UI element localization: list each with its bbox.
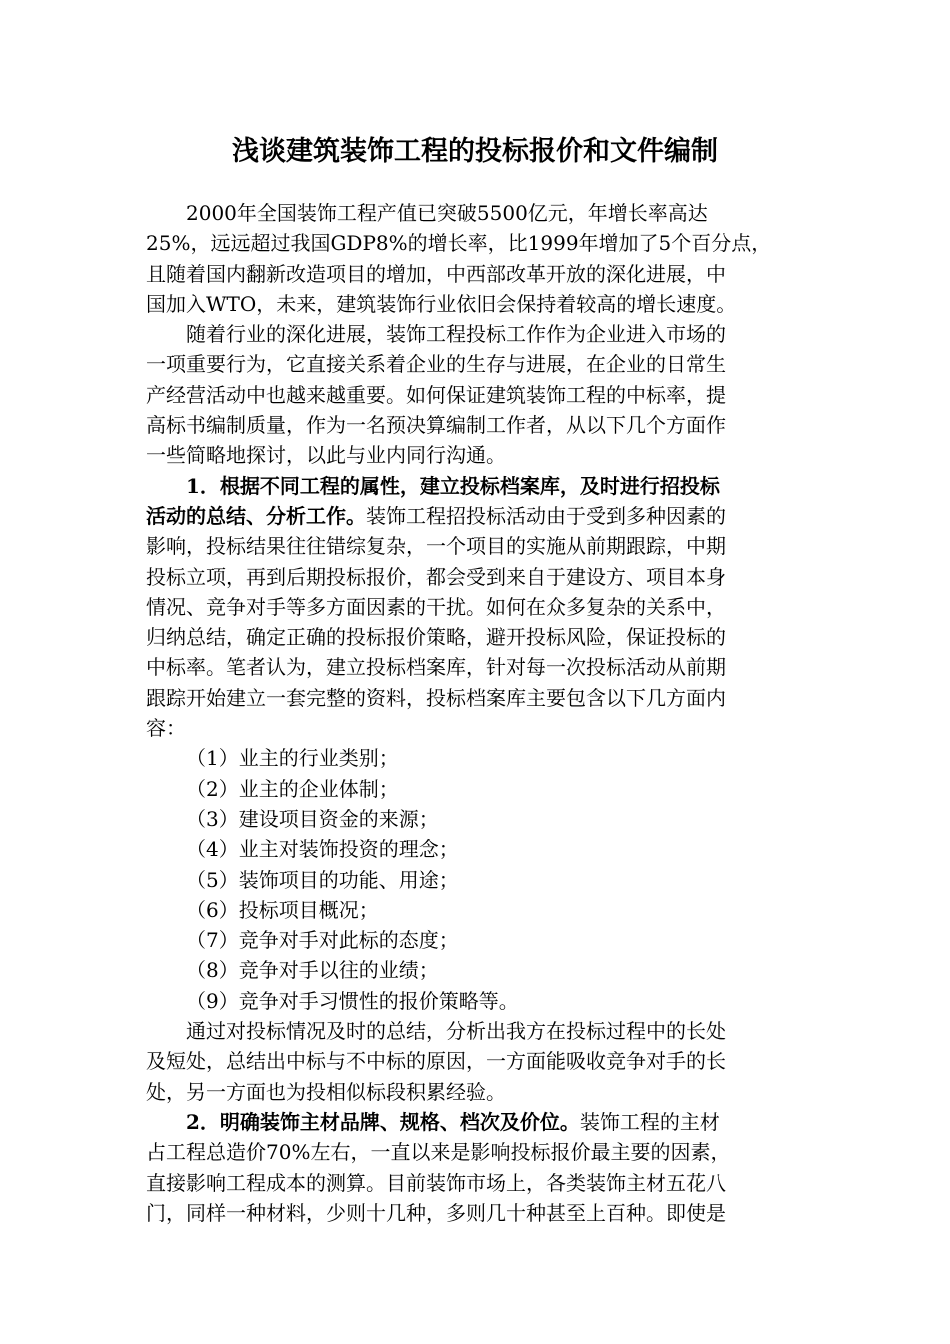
section-2-heading: 2．明确装饰主材品牌、规格、档次及价位。 bbox=[186, 1109, 580, 1134]
section-1-heading: 1．根据不同工程的属性，建立投标档案库，及时进行招投标 bbox=[186, 473, 720, 498]
text-line: 通过对投标情况及时的总结，分析出我方在投标过程中的长处 bbox=[186, 1019, 726, 1044]
text-line: 影响，投标结果往往错综复杂，一个项目的实施从前期跟踪，中期 bbox=[146, 534, 726, 559]
text-line: 产经营活动中也越来越重要。如何保证建筑装饰工程的中标率，提 bbox=[146, 382, 726, 407]
list-item: （3）建设项目资金的来源； bbox=[186, 806, 439, 831]
document-body bbox=[146, 198, 820, 1228]
text-line: 跟踪开始建立一套完整的资料，投标档案库主要包含以下几方面内 bbox=[146, 685, 726, 710]
text-line bbox=[146, 501, 820, 531]
text-line: 国加入WTO，未来，建筑装饰行业依旧会保持着较高的增长速度。 bbox=[146, 291, 737, 316]
text-line: 占工程总造价70%左右，一直以来是影响投标报价最主要的因素， bbox=[146, 1140, 731, 1165]
text-line: 处，另一方面也为投相似标段积累经验。 bbox=[146, 1079, 506, 1104]
text-line: 25%，远远超过我国GDP8%的增长率，比1999年增加了5个百分点， bbox=[146, 231, 772, 256]
section-2 bbox=[146, 1107, 820, 1228]
text-line: 容： bbox=[146, 716, 186, 741]
section-2-text: 装饰工程的主材 bbox=[579, 1109, 720, 1134]
text-line: 及短处，总结出中标与不中标的原因，一方面能吸收竞争对手的长 bbox=[146, 1049, 726, 1074]
text-line: 投标立项，再到后期投标报价，都会受到来自于建设方、项目本身 bbox=[146, 564, 726, 589]
document-title: 浅谈建筑装饰工程的投标报价和文件编制 bbox=[232, 136, 718, 167]
text-line: 一些简略地探讨，以此与业内同行沟通。 bbox=[146, 443, 506, 468]
list-item: （7）竞争对手对此标的态度； bbox=[186, 928, 459, 953]
text-line: 直接影响工程成本的测算。目前装饰市场上，各类装饰主材五花八 bbox=[146, 1170, 726, 1195]
text-line: 2000年全国装饰工程产值已突破5500亿元，年增长率高达 bbox=[186, 201, 708, 225]
text-line: 中标率。笔者认为，建立投标档案库，针对每一次投标活动从前期 bbox=[146, 655, 726, 680]
list-item: （5）装饰项目的功能、用途； bbox=[186, 867, 459, 892]
paragraph-summary bbox=[146, 1016, 820, 1107]
list-item: （9）竞争对手习惯性的报价策略等。 bbox=[186, 988, 519, 1013]
text-line: 情况、竞争对手等多方面因素的干扰。如何在众多复杂的关系中， bbox=[146, 594, 726, 619]
list-item: （4）业主对装饰投资的理念； bbox=[186, 837, 459, 862]
section-1-text: 装饰工程招投标活动由于受到多种因素的 bbox=[366, 503, 726, 528]
list-item: （1）业主的行业类别； bbox=[186, 746, 399, 771]
list-item: （8）竞争对手以往的业绩； bbox=[186, 958, 439, 983]
text-line: 归纳总结，确定正确的投标报价策略，避开投标风险，保证投标的 bbox=[146, 625, 726, 650]
list-item: （6）投标项目概况； bbox=[186, 897, 379, 922]
text-line: 随着行业的深化进展，装饰工程投标工作作为企业进入市场的 bbox=[186, 322, 726, 347]
section-1 bbox=[146, 471, 820, 744]
text-line: 高标书编制质量，作为一名预决算编制工作者，从以下几个方面作 bbox=[146, 413, 726, 438]
text-line: 且随着国内翻新改造项目的增加，中西部改革开放的深化进展，中 bbox=[146, 261, 726, 286]
text-line: 一项重要行为，它直接关系着企业的生存与进展，在企业的日常生 bbox=[146, 352, 726, 377]
paragraph-industry-growth bbox=[146, 198, 820, 319]
text-line bbox=[146, 1107, 820, 1137]
list-item: （2）业主的企业体制； bbox=[186, 776, 399, 801]
text-line: 门，同样一种材料，少则十几种，多则几十种甚至上百种。即使是 bbox=[146, 1200, 726, 1225]
paragraph-bidding-importance bbox=[146, 319, 820, 470]
section-1-heading-end: 活动的总结、分析工作。 bbox=[146, 503, 366, 528]
